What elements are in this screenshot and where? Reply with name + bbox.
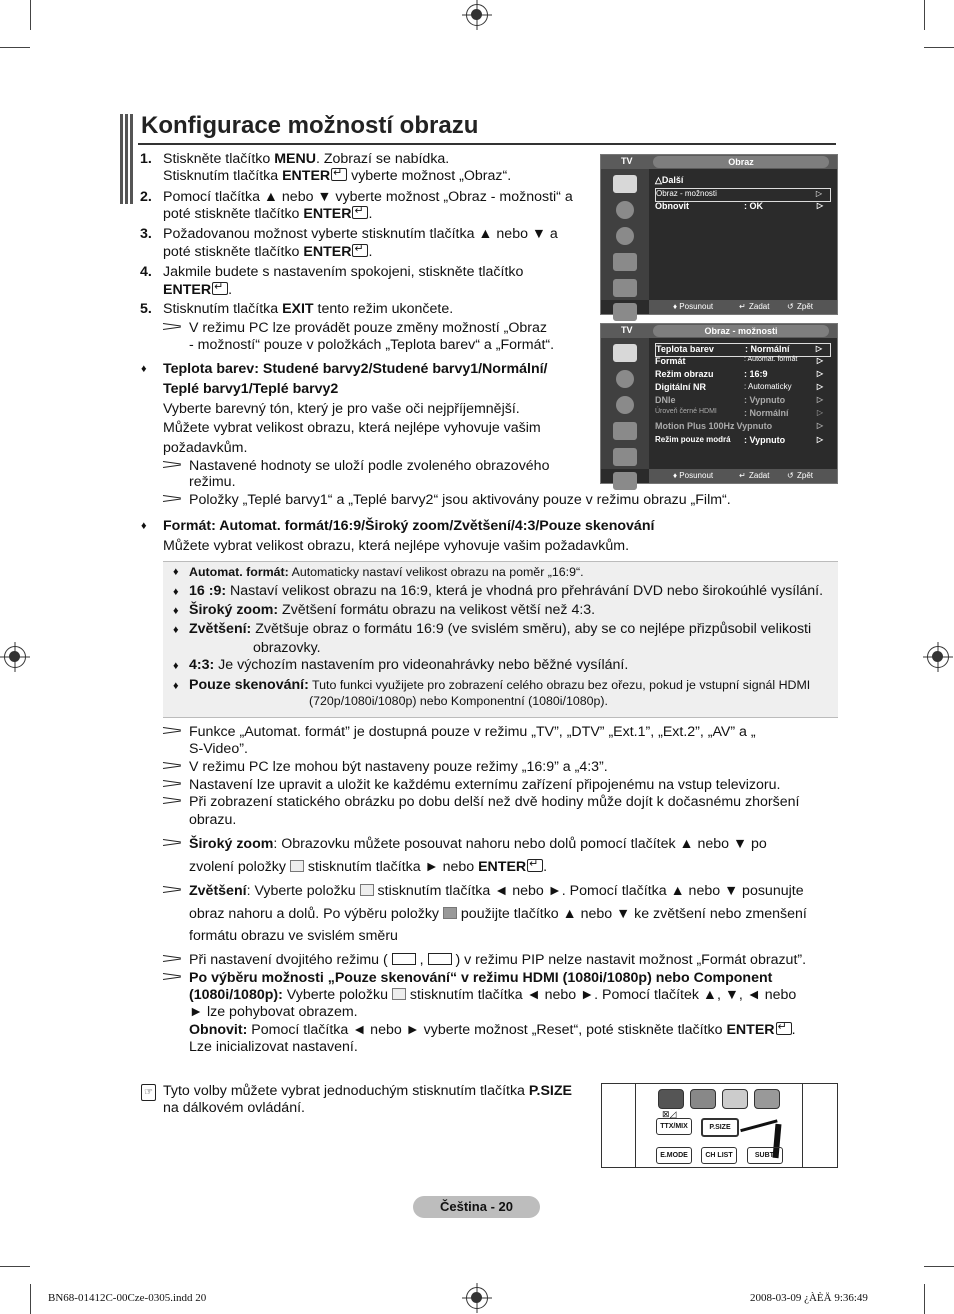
application-menu-icon (613, 472, 637, 490)
setup-menu-icon (613, 253, 637, 271)
registration-mark-icon (466, 4, 488, 26)
tip-icon: ☞ (141, 1084, 156, 1101)
tip-line-2: na dálkovém ovládání. (163, 1100, 305, 1116)
input-menu-icon (613, 448, 637, 466)
note-arrow-icon (163, 778, 183, 788)
registration-mark-icon (927, 646, 949, 668)
note-8-line-1: Po výběru možnosti „Pouze skenování“ v režimu HDMI (1080i/1080p) nebo Component (189, 970, 773, 986)
note-arrow-icon (163, 837, 183, 847)
note-4a: Při zobrazení statického obrázku po dobu delší než dvě hodiny může dojít k dočasnému zhoršení (189, 794, 800, 810)
bullet-diamond-icon: ♦ (173, 624, 179, 636)
slug-right: 2008-03-09 ¿ÀÈÄ 9:36:49 (750, 1292, 868, 1304)
teplota-note-1a: Nastavené hodnoty se uloží podle zvoleného obrazového (189, 458, 550, 474)
enter-icon: ↵ (739, 471, 746, 480)
note-6-line-3: formátu obrazu ve svislém směru (189, 928, 398, 944)
osd-row[interactable]: Režim obrazu : 16:9 ▷ (655, 369, 823, 379)
application-menu-icon (613, 303, 637, 321)
note-arrow-icon (163, 321, 183, 331)
note-arrow-icon (163, 459, 183, 469)
setup-menu-icon (613, 422, 637, 440)
bullet-diamond-icon: ♦ (173, 680, 179, 692)
pip-mode-icon (428, 953, 452, 965)
step-3-line-2: poté stiskněte tlačítko ENTER↵ . (163, 244, 372, 261)
bullet-diamond-icon: ♦ (173, 660, 179, 672)
box-item: Široký zoom: Zvětšení formátu obrazu na velikost větší než 4:3. (189, 602, 596, 618)
format-body: Můžete vybrat velikost obrazu, která nejlépe vyhovuje vašim požadavkům. (163, 538, 630, 554)
teplota-body-3: požadavkům. (163, 440, 248, 456)
format-heading: Formát: Automat. formát/16:9/Široký zoom/Zvětšení/4:3/Pouze skenování (163, 518, 655, 534)
note-9-line-2: Lze inicializovat nastavení. (189, 1039, 358, 1055)
teplota-heading-1: Teplota barev: Studené barvy2/Studené barvy1/Normální/ (163, 361, 548, 377)
teplota-body-2: Můžete vybrat velikost obrazu, která nejlépe vyhovuje vašim (163, 420, 541, 436)
osd-picture-options-menu: TV Obraz - možnosti Teplota barev : Normální ▷ Formát : Automat. formát ▷ Režim obrazu : 16:9 ▷ Digitální NR : Automaticky ▷ DNIe : Vypnuto ▷ Úroveň černé HDMI : Normální ▷ Motion Plus 100Hz : Vypnuto ▷ Režim pouze modrá : Vypnuto ▷ ♦ Posunout ↵ Zadat ↺ Zpět (600, 323, 838, 484)
return-icon: ↺ (787, 471, 794, 480)
step-2-line-2: poté stiskněte tlačítko ENTER↵ . (163, 206, 372, 223)
step-1-line-2: Stisknutím tlačítka ENTER↵ vyberte možnost „Obraz“. (163, 168, 511, 185)
registration-mark-icon (4, 646, 26, 668)
box-item-cont: obrazovky. (253, 640, 321, 656)
note-arrow-icon (163, 725, 183, 735)
bullet-diamond-icon: ♦ (173, 566, 179, 578)
note-6-line-1: Zvětšení: Vyberte položku stisknutím tlačítka ◄ nebo ►. Pomocí tlačítka ▲ nebo ▼ posunujte (189, 883, 804, 899)
green-button (690, 1089, 716, 1109)
osd-row[interactable]: Obnovit : OK ▷ (655, 201, 823, 211)
note-8-line-3: ► lze pohybovat obrazem. (189, 1004, 358, 1020)
registration-mark-icon (466, 1287, 488, 1309)
enter-icon (776, 1022, 792, 1035)
note-9-line-1: Obnovit: Pomocí tlačítka ◄ nebo ► vyberte možnost „Reset“, poté stiskněte tlačítko ENTER↵ . (189, 1022, 796, 1039)
input-menu-icon (613, 279, 637, 297)
note-arrow-icon (163, 884, 183, 894)
step-4-line-1: Jakmile budete s nastavením spokojeni, stiskněte tlačítko (163, 264, 524, 280)
teplota-note-2: Položky „Teplé barvy1“ a „Teplé barvy2“ jsou aktivovány pouze v režimu obrazu „Film“. (189, 492, 731, 508)
ttx-mix-button: TTX/MIX (656, 1118, 692, 1135)
note-pc-line-2: - možností“ pouze v položkách „Teplota barev“ a „Formát“. (189, 337, 555, 353)
step-2-line-1: Pomocí tlačítka ▲ nebo ▼ vyberte možnost „Obraz - možnosti“ a (163, 189, 573, 205)
ch-list-button: CH LIST (701, 1147, 737, 1164)
format-item-icon (392, 988, 406, 1000)
format-item-icon (290, 860, 304, 872)
step-4-line-2: ENTER↵ . (163, 282, 232, 299)
box-item-cont: (720p/1080i/1080p) nebo Komponentní (1080i/1080p). (309, 694, 608, 708)
yellow-button (722, 1089, 748, 1109)
enter-icon (212, 282, 228, 295)
position-item-icon (443, 907, 457, 919)
osd-row[interactable]: Motion Plus 100Hz : Vypnuto ▷ (655, 421, 823, 431)
note-2: V režimu PC lze mohou být nastaveny pouze režimy „16:9” a „4:3”. (189, 759, 608, 775)
box-item: Automat. formát: Automaticky nastaví velikost obrazu na poměr „16:9“. (189, 565, 584, 579)
box-item: Pouze skenování: Tuto funkci využijete pro zobrazení celého obrazu bez ořezu, pokud je vstupní signál HDMI (189, 677, 811, 693)
osd-row[interactable]: Obraz - možnosti ▷ (655, 188, 831, 202)
channel-menu-icon (616, 396, 634, 414)
osd-row[interactable]: Formát : Automat. formát ▷ (655, 356, 823, 366)
return-icon: ↺ (787, 302, 794, 311)
osd-row[interactable]: △Další (655, 175, 684, 185)
step-number: 1. (140, 151, 152, 167)
step-number: 2. (140, 189, 152, 205)
note-arrow-icon (163, 493, 183, 503)
enter-icon (331, 168, 347, 181)
note-6-line-2: obraz nahoru a dolů. Po výběru položky použijte tlačítko ▲ nebo ▼ ke zvětšení nebo zmenšení (189, 906, 807, 922)
tip-line-1: Tyto volby můžete vybrat jednoduchým stisknutím tlačítka P.SIZE (163, 1083, 572, 1099)
bullet-diamond-icon: ♦ (141, 363, 147, 375)
box-item: Zvětšení: Zvětšuje obraz o formátu 16:9 (ve svislém směru), aby se co nejlépe přizpůsobil velikosti (189, 621, 812, 637)
note-7: Při nastavení dvojitého režimu ( , ) v režimu PIP nelze nastavit možnost „Formát obrazut”. (189, 952, 807, 968)
bullet-diamond-icon: ♦ (173, 605, 179, 617)
osd-picture-menu: TV Obraz △Další Obraz - možnosti ▷ Obnovit : OK ▷ ♦ Posunout ↵ Zadat ↺ Zpět (600, 154, 838, 315)
blue-button (754, 1089, 780, 1109)
osd-row[interactable]: DNIe : Vypnuto ▷ (655, 395, 823, 405)
step-5-line-1: Stisknutím tlačítka EXIT tento režim ukončete. (163, 301, 454, 317)
sound-menu-icon (616, 201, 634, 219)
osd-row[interactable]: Úroveň černé HDMI : Normální ▷ (655, 408, 823, 418)
p-size-button: P.SIZE (701, 1118, 739, 1137)
title-decoration (120, 114, 134, 204)
osd-row[interactable]: Režim pouze modrá : Vypnuto ▷ (655, 435, 823, 445)
note-4b: obrazu. (189, 812, 237, 828)
note-1b: S-Video”. (189, 741, 248, 757)
e-mode-button: E.MODE (656, 1147, 692, 1164)
picture-menu-icon (613, 175, 637, 193)
note-arrow-icon (163, 795, 183, 805)
step-number: 3. (140, 226, 152, 242)
enter-icon: ↵ (739, 302, 746, 311)
bullet-diamond-icon: ♦ (173, 586, 179, 598)
osd-row[interactable]: Digitální NR : Automaticky ▷ (655, 382, 823, 392)
page-number: Čeština - 20 (413, 1196, 540, 1218)
title-rule (138, 143, 836, 145)
page-title: Konfigurace možností obrazu (141, 112, 479, 139)
note-arrow-icon (163, 760, 183, 770)
remote-control-illustration (601, 1083, 838, 1168)
osd-row[interactable]: Teplota barev : Normální ▷ (655, 343, 831, 357)
note-8-line-2: (1080i/1080p): Vyberte položku stisknutím tlačítka ◄ nebo ►. Pomocí tlačítek ▲, ▼, ◄ nebo (189, 987, 797, 1003)
mute-icon: ⊠◿ (662, 1109, 677, 1119)
channel-menu-icon (616, 227, 634, 245)
enter-icon (352, 244, 368, 257)
sound-menu-icon (616, 370, 634, 388)
slug-left: BN68-01412C-00Cze-0305.indd 20 (48, 1292, 207, 1304)
step-3-line-1: Požadovanou možnost vyberte stisknutím tlačítka ▲ nebo ▼ a (163, 226, 558, 242)
note-5-line-1: Široký zoom: Obrazovku můžete posouvat nahoru nebo dolů pomocí tlačítek ▲ nebo ▼ po (189, 836, 767, 852)
red-button (658, 1089, 684, 1109)
bullet-diamond-icon: ♦ (141, 520, 147, 532)
pip-mode-icon (392, 953, 416, 965)
enter-icon (527, 859, 543, 872)
note-3: Nastavení lze upravit a uložit ke každému externímu zařízení připojenému na vstup televizoru. (189, 777, 781, 793)
format-item-icon (360, 884, 374, 896)
note-arrow-icon (163, 971, 183, 981)
note-pc-line-1: V režimu PC lze provádět pouze změny možností „Obraz (189, 320, 547, 336)
note-5-line-2: zvolení položky stisknutím tlačítka ► nebo ENTER↵ . (189, 859, 547, 876)
teplota-heading-2: Teplé barvy1/Teplé barvy2 (163, 381, 339, 397)
enter-icon (352, 206, 368, 219)
note-1a: Funkce „Automat. formát” je dostupná pouze v režimu „TV”, „DTV” „Ext.1”, „Ext.2”, „AV” a „ (189, 724, 756, 740)
step-number: 4. (140, 264, 152, 280)
box-item: 4:3: Je výchozím nastavením pro videonahrávky nebo běžné vysílání. (189, 657, 629, 673)
subt-button: SUBT. (747, 1147, 783, 1164)
step-number: 5. (140, 301, 152, 317)
picture-menu-icon (613, 344, 637, 362)
step-1-line-1: Stiskněte tlačítko MENU. Zobrazí se nabídka. (163, 151, 450, 167)
box-item: 16 :9: Nastaví velikost obrazu na 16:9, která je vhodná pro přehrávání DVD nebo širokoúhlé vysílání. (189, 583, 824, 599)
note-arrow-icon (163, 953, 183, 963)
teplota-note-1b: režimu. (189, 474, 236, 490)
teplota-body-1: Vyberte barevný tón, který je pro vaše oči nejpříjemnější. (163, 401, 520, 417)
